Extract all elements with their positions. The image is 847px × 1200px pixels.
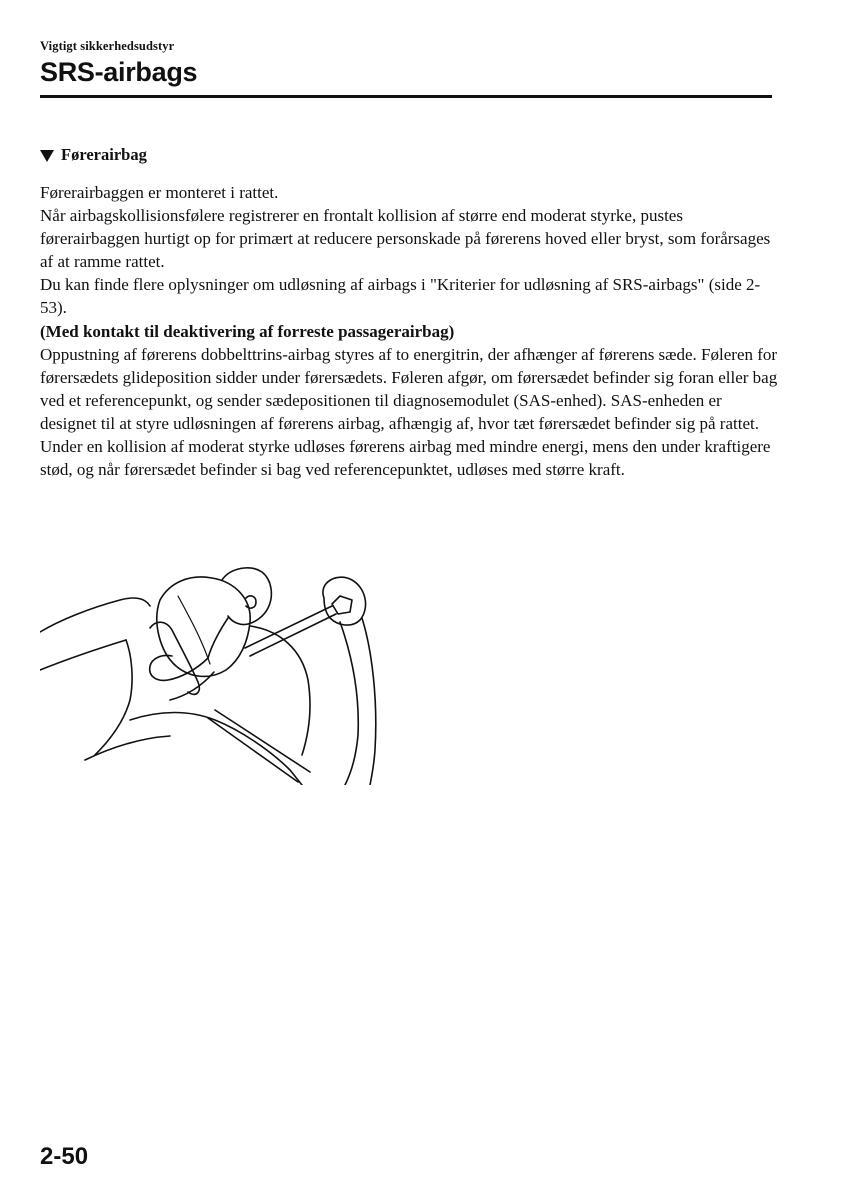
driver-head bbox=[222, 568, 271, 625]
body-text bbox=[40, 181, 780, 481]
page-title: SRS-airbags bbox=[40, 57, 198, 87]
subheading bbox=[40, 145, 147, 165]
dashboard bbox=[40, 598, 150, 632]
section-label: Vigtigt sikkerhedsudstyr bbox=[40, 39, 175, 53]
subheading-text: Førerairbag bbox=[61, 145, 147, 164]
driver-airbag-illustration bbox=[40, 560, 380, 785]
paragraph: Oppustning af førerens dobbelttrins-airbag styres af to energitrin, der afhænger af førerens sæde. Føleren for førersædets glideposition sidder under førersædets. Føleren afgør, om førersædet befinder sig foran eller bag ved et referencepunkt, og sender sædepositionen til diagnosemodulet (SAS-enhed). SAS-enheden er designet til at styre udløsningen af førerens airbag, afhængig af, hvor tæt førersædet befinder sig på rattet. bbox=[40, 344, 778, 433]
down-triangle-icon bbox=[40, 150, 54, 162]
paragraph: Under en kollision af moderat styrke udløses førerens airbag med mindre energi, mens den under kraftigere stød, og når førersædet befinder si bag ved referencepunktet, udløses med større kraft. bbox=[40, 437, 771, 480]
seat-back bbox=[340, 622, 358, 785]
paragraph: Førerairbaggen er monteret i rattet. bbox=[40, 183, 279, 202]
page-header bbox=[40, 38, 772, 89]
paragraph: Når airbagskollisionsfølere registrerer en frontalt kollision af større end moderat styrke, pustes førerairbaggen hurtigt op for primært at reducere personskade på førerens hoved eller bryst, som forårsages af at ramme rattet. bbox=[40, 206, 771, 272]
driver-body bbox=[250, 626, 310, 755]
bold-paragraph: (Med kontakt til deaktivering af forreste passagerairbag) bbox=[40, 321, 455, 341]
header-divider bbox=[40, 95, 772, 98]
page-number: 2-50 bbox=[40, 1143, 89, 1170]
paragraph: Du kan finde flere oplysninger om udløsning af airbags i "Kriterier for udløsning af SRS-airbags" (side 2-53). bbox=[40, 275, 761, 318]
